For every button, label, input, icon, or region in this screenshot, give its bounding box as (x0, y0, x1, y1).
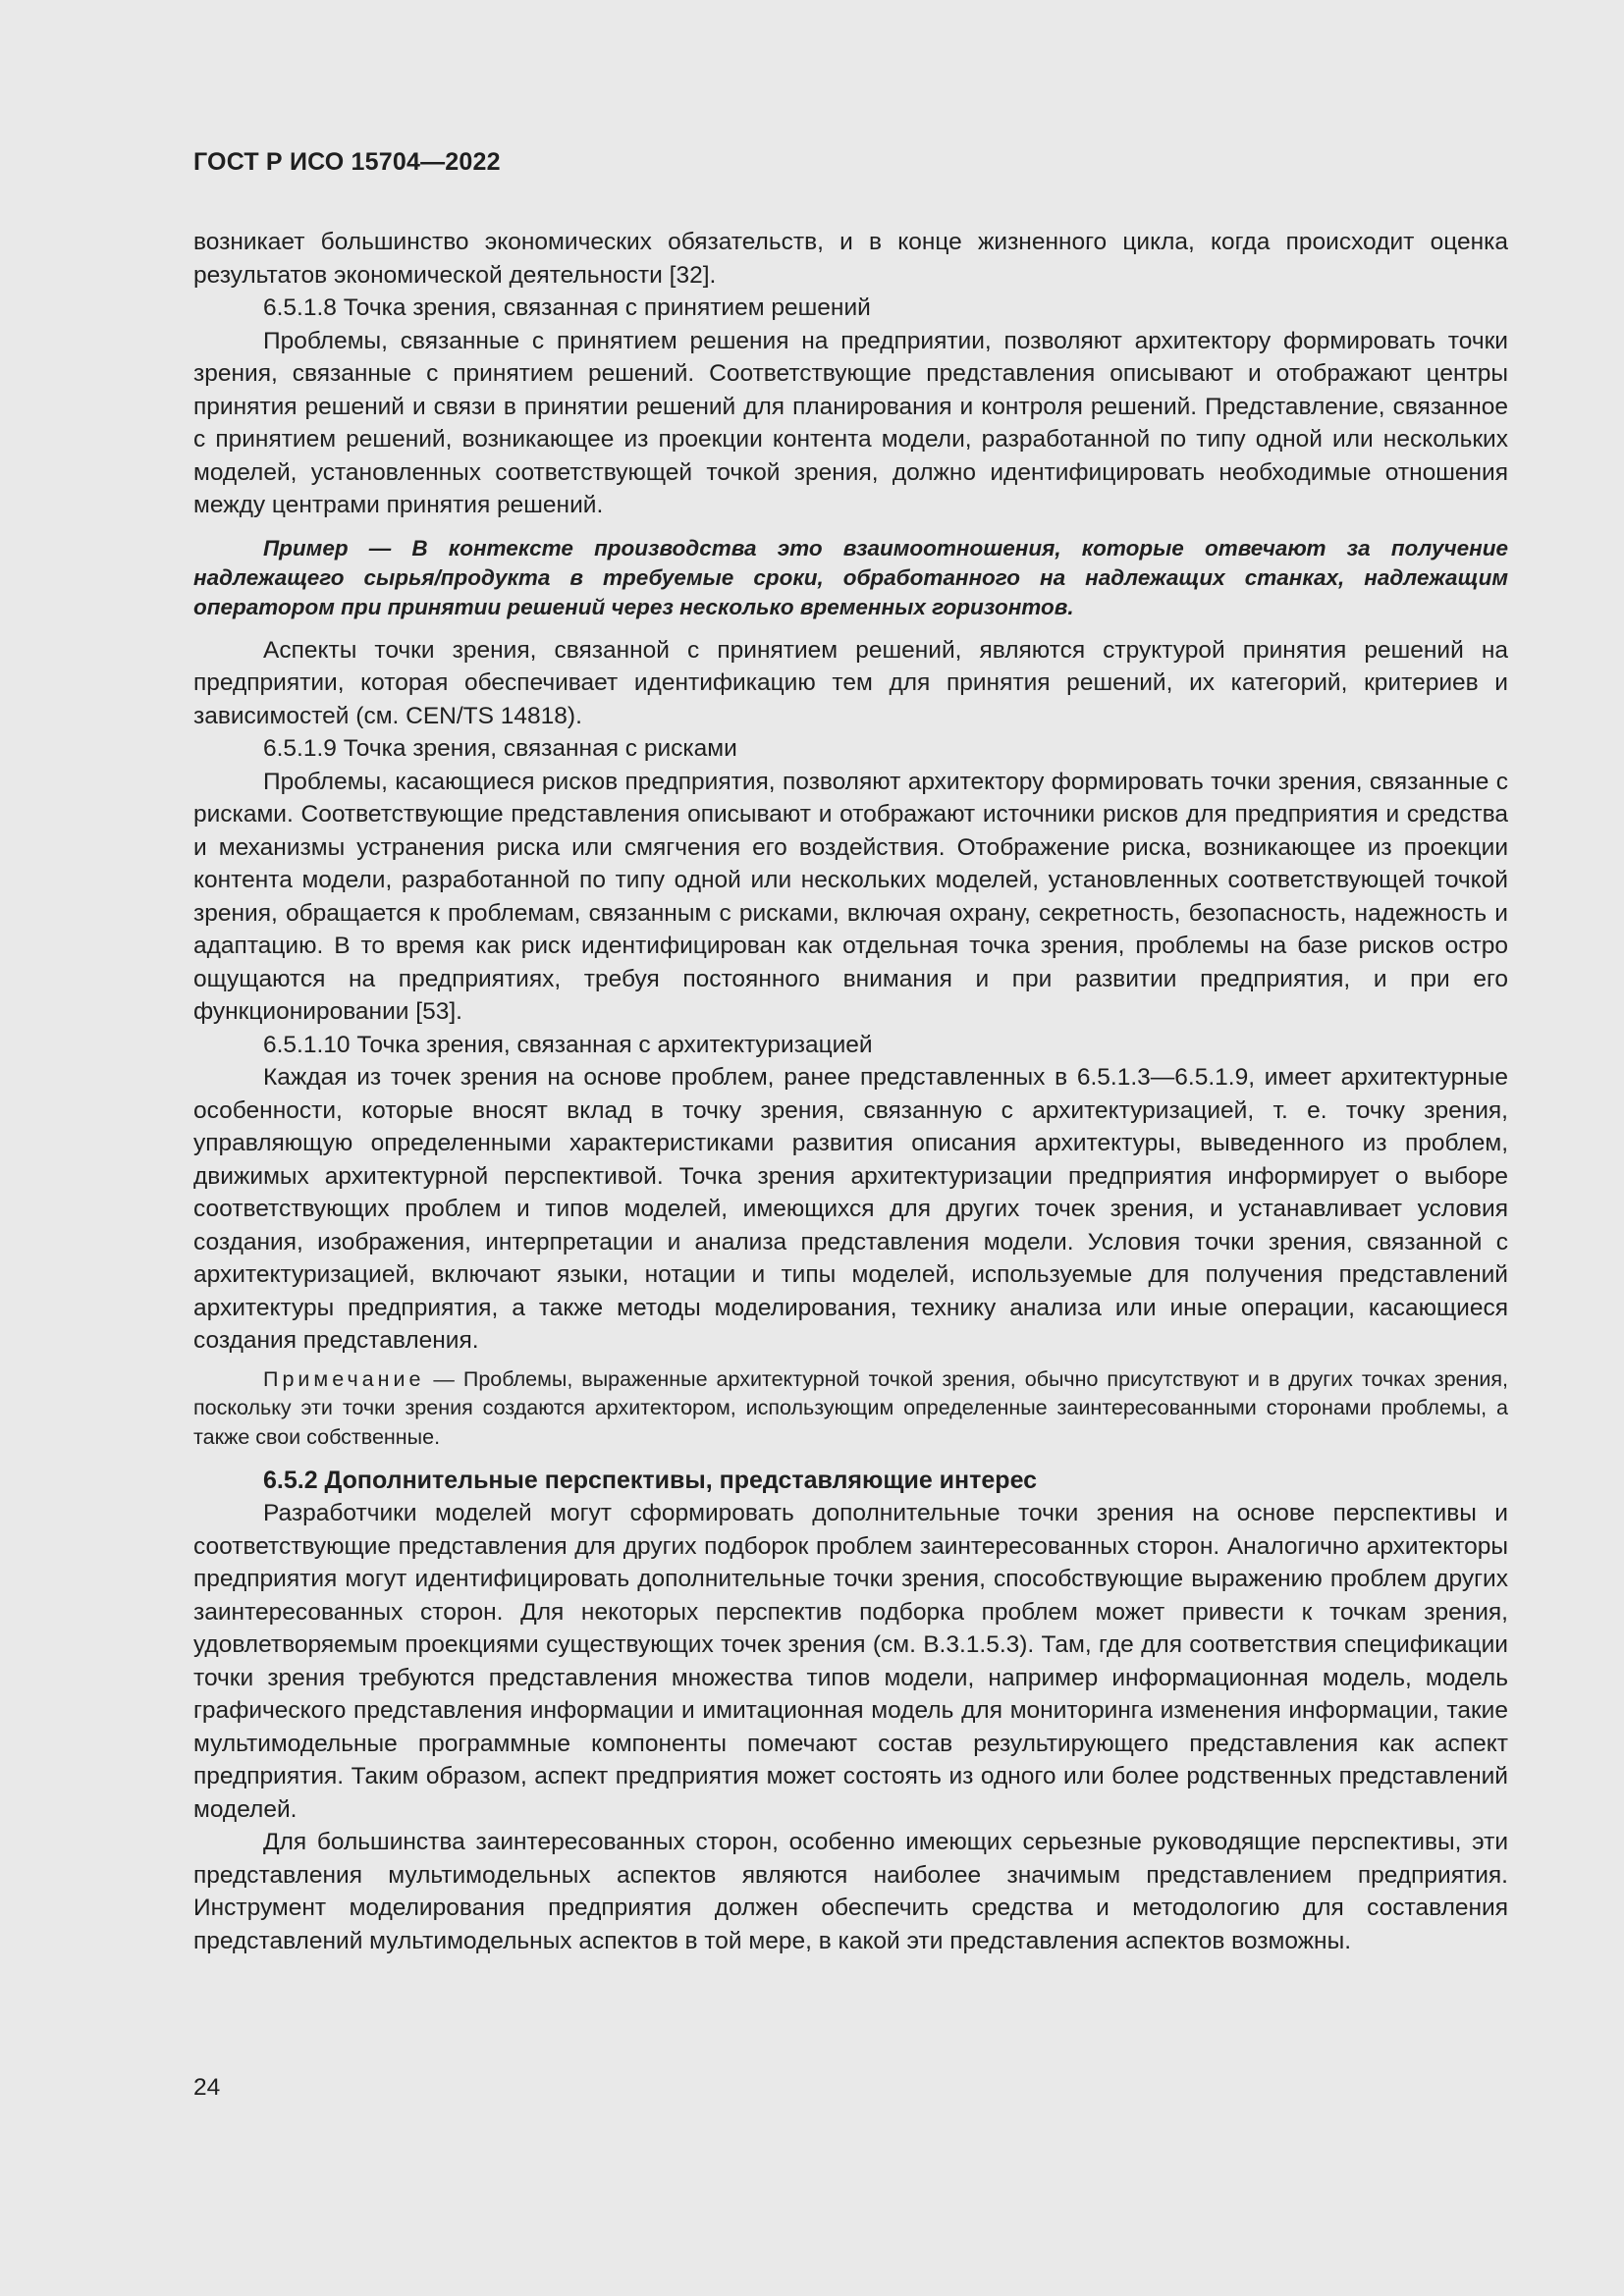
paragraph-perspectives-2: Для большинства заинтересованных сторон, особенно имеющих серьезные руководящие перспективы, эти представления мультимодельных аспектов являются наиболее значимым представлением предприятия. Инструмент моделирования предприятия должен обеспечить средства и методологию для составления представлений мультимодельных аспектов в той мере, в какой эти представления аспектов возможны. (193, 1829, 1508, 1954)
clause-6-5-1-8-title: 6.5.1.8 Точка зрения, связанная с принятием решений (263, 294, 871, 321)
example-block: Пример — В контексте производства это взаимоотношения, которые отвечают за получение надлежащего сырья/продукта в требуемые сроки, обработанного на надлежащих станках, надлежащим оператором при принятии решений через несколько временных горизонтов. (193, 535, 1508, 619)
paragraph-decision-2: Аспекты точки зрения, связанной с принятием решений, являются структурой принятия решений на предприятии, которая обеспечивает идентификацию тем для принятия решений, их категорий, критериев и зависимостей (см. CEN/TS 14818). (193, 636, 1508, 729)
note-block (193, 1365, 1508, 1453)
clause-6-5-1-9-title: 6.5.1.9 Точка зрения, связанная с рисками (263, 735, 737, 762)
note-label: Примечание (263, 1366, 425, 1391)
note-text: — Проблемы, выраженные архитектурной точкой зрения, обычно присутствуют и в других точках зрения, поскольку эти точки зрения создаются архитектором, использующим определенные заинтересованными сторонами проблемы, а также свои собственные. (193, 1366, 1508, 1449)
paragraph-decision-1: Проблемы, связанные с принятием решения на предприятии, позволяют архитектору формировать точки зрения, связанные с принятием решений. Соответствующие представления описывают и отображают центры принятия решений и связи в принятии решений для планирования и контроля решений. Представление, связанное с принятием решений, возникающее из проекции контента модели, разработанной по типу одной или нескольких моделей, установленных соответствующей точкой зрения, должно идентифицировать необходимые отношения между центрами принятия решений. (193, 327, 1508, 518)
paragraph-risk: Проблемы, касающиеся рисков предприятия, позволяют архитектору формировать точки зрения, связанные с рисками. Соответствующие представления описывают и отображают источники рисков для предприятия и средства и механизмы устранения риска или смягчения его воздействия. Отображение риска, возникающее из проекции контента модели, разработанной по типу одной или нескольких моделей, установленных соответствующей точкой зрения, обращается к проблемам, связанным с рисками, включая охрану, секретность, безопасность, надежность и адаптацию. В то время как риск идентифицирован как отдельная точка зрения, проблемы на базе рисков остро ощущаются на предприятиях, требуя постоянного внимания и при развитии предприятия, и при его функционировании [53]. (193, 768, 1508, 1025)
paragraph-architecture: Каждая из точек зрения на основе проблем, ранее представленных в 6.5.1.3—6.5.1.9, имеет архитектурные особенности, которые вносят вклад в точку зрения, связанную с архитектуризацией, т. е. точку зрения, управляющую определенными характеристиками развития описания архитектуры, выведенного из проблем, движимых архитектурной перспективой. Точка зрения архитектуризации предприятия информирует о выборе соответствующих проблем и типов моделей, имеющихся для других точек зрения, и устанавливает условия создания, изображения, интерпретации и анализа представления модели. Условия точки зрения, связанной с архитектуризацией, включают языки, нотации и типы моделей, используемые для получения представлений архитектуры предприятия, а также методы моделирования, технику анализа или иные операции, касающиеся создания представления. (193, 1064, 1508, 1354)
clause-6-5-1-10-title: 6.5.1.10 Точка зрения, связанная с архитектуризацией (263, 1031, 873, 1058)
page-number: 24 (193, 2074, 221, 2101)
section-6-5-2-title: 6.5.2 Дополнительные перспективы, представляющие интерес (263, 1467, 1038, 1494)
document-header: ГОСТ Р ИСО 15704—2022 (193, 148, 501, 176)
paragraph-intro: возникает большинство экономических обязательств, и в конце жизненного цикла, когда происходит оценка результатов экономической деятельности [32]. (193, 229, 1508, 289)
paragraph-perspectives-1: Разработчики моделей могут сформировать дополнительные точки зрения на основе перспективы и соответствующие представления для других подборок проблем заинтересованных сторон. Аналогично архитекторы предприятия могут идентифицировать дополнительные точки зрения, способствующие выражению проблем других заинтересованных сторон. Для некоторых перспектив подборка проблем может привести к точкам зрения, удовлетворяемым проекциями существующих точек зрения (см. В.3.1.5.3). Там, где для соответствия спецификации точки зрения требуются представления множества типов модели, например информационная модель, модель графического представления информации и имитационная модель для мониторинга изменения информации, такие мультимодельные программные компоненты помечают состав результирующего представления как аспект предприятия. Таким образом, аспект предприятия может состоять из одного или более родственных представлений моделей. (193, 1500, 1508, 1823)
